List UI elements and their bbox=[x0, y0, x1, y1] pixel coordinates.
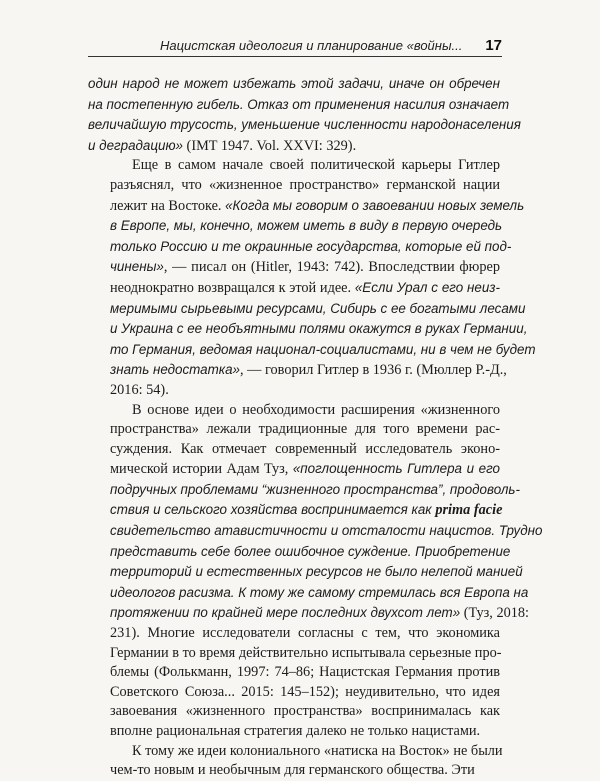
text-line bbox=[88, 663, 500, 683]
page-number: 17 bbox=[485, 36, 502, 54]
text-run: Германии в то время действительно испытывала серьезные про- bbox=[110, 644, 502, 661]
text-line bbox=[88, 702, 500, 722]
italic-run: «поглощенность Гитлера и его bbox=[292, 461, 500, 477]
text-line bbox=[88, 237, 512, 258]
italic-run: и деградацию» bbox=[88, 137, 183, 153]
text-run: 2016: 54). bbox=[110, 381, 169, 398]
text-run: 231). Многие исследователи согласны с тем, что экономика bbox=[110, 625, 500, 642]
text-run: блемы (Фолькманн, 1997: 74–86; Нацистская Германия против bbox=[110, 664, 500, 681]
text-run: суждения. Как отмечает современный исследователь эконо- bbox=[110, 440, 500, 457]
italic-run: то Германия, ведомая национал-социалистами, ни в чем не будет bbox=[110, 341, 536, 357]
italic-run: меримыми сырьевыми ресурсами, Сибирь с ее богатыми лесами bbox=[110, 300, 526, 316]
italic-run: территорий и естественных ресурсов не было нелепой манией bbox=[110, 564, 523, 580]
italic-run: знать недостатка» bbox=[110, 362, 240, 378]
italic-run: свидетельство атавистичности и отсталости нацистов. Трудно bbox=[110, 523, 543, 539]
text-line bbox=[88, 401, 500, 421]
text-line bbox=[88, 624, 500, 644]
text-line bbox=[88, 562, 523, 583]
text-run: вполне рациональная стратегия далеко не только нацистами. bbox=[110, 723, 481, 739]
italic-run: «Когда мы говорим о завоевании новых земель bbox=[225, 197, 525, 213]
text-line bbox=[88, 521, 543, 542]
italic-run: величайшую трусость, уменьшение численности народонаселения bbox=[88, 117, 521, 133]
italic-run: один народ не может избежать этой задачи, иначе он обречен bbox=[88, 76, 500, 91]
text-line bbox=[88, 420, 500, 440]
body-text bbox=[88, 74, 543, 781]
text-line bbox=[88, 196, 525, 217]
paragraph bbox=[88, 742, 503, 781]
text-run: лежит на Востоке. bbox=[110, 197, 226, 214]
text-run: пространства» лежали традиционные для того времени рас- bbox=[110, 421, 500, 438]
text-line bbox=[88, 278, 500, 299]
text-line bbox=[88, 257, 500, 278]
text-line bbox=[88, 644, 500, 664]
text-line bbox=[88, 742, 503, 762]
running-title: Нацистская идеология и планирование «войны... bbox=[160, 37, 463, 53]
text-line bbox=[88, 115, 521, 136]
text-line bbox=[88, 459, 500, 480]
text-line bbox=[88, 136, 500, 157]
paragraph bbox=[88, 401, 543, 742]
text-run: , — писал он (Hitler, 1943: 742). Впоследствии фюрер bbox=[163, 259, 500, 276]
text-line bbox=[88, 722, 500, 742]
text-run: чем-то новым и необычным для германского общества. Эти bbox=[110, 762, 475, 779]
italic-run: протяжении по крайней мере последних двухсот лет» bbox=[110, 605, 461, 621]
header-rule bbox=[88, 56, 502, 57]
text-run: разъяснял, что «жизненное пространство» германской нации bbox=[110, 176, 500, 193]
text-line bbox=[88, 340, 536, 361]
text-line bbox=[88, 500, 503, 521]
text-line bbox=[88, 319, 528, 340]
text-line bbox=[88, 683, 500, 703]
text-line bbox=[88, 95, 510, 116]
italic-run: чинены» bbox=[110, 259, 164, 275]
italic-run: только Россию и те окраинные государства, которые ей под- bbox=[110, 238, 512, 254]
text-line bbox=[88, 381, 500, 401]
text-run: Еще в самом начале своей политической карьеры Гитлер bbox=[132, 157, 500, 174]
text-line bbox=[88, 603, 530, 624]
text-line bbox=[88, 440, 500, 460]
italic-run: идеологов расизма. К тому же самому стремилась вся Европа на bbox=[110, 584, 529, 600]
text-run: завоевания «жизненного пространства» воспринималась как bbox=[110, 703, 500, 720]
text-run: К тому же идеи колониального «натиска на Восток» не были bbox=[132, 742, 503, 759]
text-run: неоднократно возвращался к этой идее. bbox=[110, 279, 355, 296]
paragraph bbox=[88, 74, 521, 156]
text-run: Советского Союза... 2015: 145–152); неудивительно, что идея bbox=[110, 683, 500, 700]
text-line bbox=[88, 299, 526, 320]
text-run: В основе идеи о необходимости расширения «жизненного bbox=[132, 401, 500, 418]
italic-run: «Если Урал с его неиз- bbox=[354, 279, 500, 295]
text-line bbox=[88, 74, 500, 95]
text-line bbox=[88, 480, 520, 501]
text-line bbox=[88, 156, 500, 176]
italic-run: на постепенную гибель. Отказ от применения насилия означает bbox=[88, 96, 510, 112]
italic-run: в Европе, мы, конечно, можем иметь в виду в первую очередь bbox=[110, 218, 503, 234]
bold-italic-run: prima facie bbox=[435, 502, 503, 519]
text-run: (IMT 1947. Vol. XXVI: 329). bbox=[182, 137, 357, 154]
text-line bbox=[88, 216, 503, 237]
text-run: , — говорил Гитлер в 1936 г. (Мюллер Р.-Д., bbox=[240, 362, 507, 379]
text-line bbox=[88, 761, 500, 781]
text-line bbox=[88, 176, 500, 196]
text-run: мической истории Адам Туз, bbox=[110, 461, 293, 478]
paragraph bbox=[88, 156, 536, 400]
text-line bbox=[88, 583, 529, 604]
italic-run: подручных проблемами “жизненного пространства”, продоволь- bbox=[110, 481, 520, 497]
text-line bbox=[88, 360, 507, 381]
running-header bbox=[88, 34, 502, 56]
italic-run: и Украина с ее необъятными полями окажутся в руках Германии, bbox=[110, 321, 528, 337]
text-line bbox=[88, 542, 511, 563]
italic-run: ствия и сельского хозяйства воспринимается как bbox=[110, 502, 436, 518]
italic-run: представить себе более ошибочное суждение. Приобретение bbox=[110, 543, 511, 559]
text-run: (Туз, 2018: bbox=[460, 605, 530, 622]
